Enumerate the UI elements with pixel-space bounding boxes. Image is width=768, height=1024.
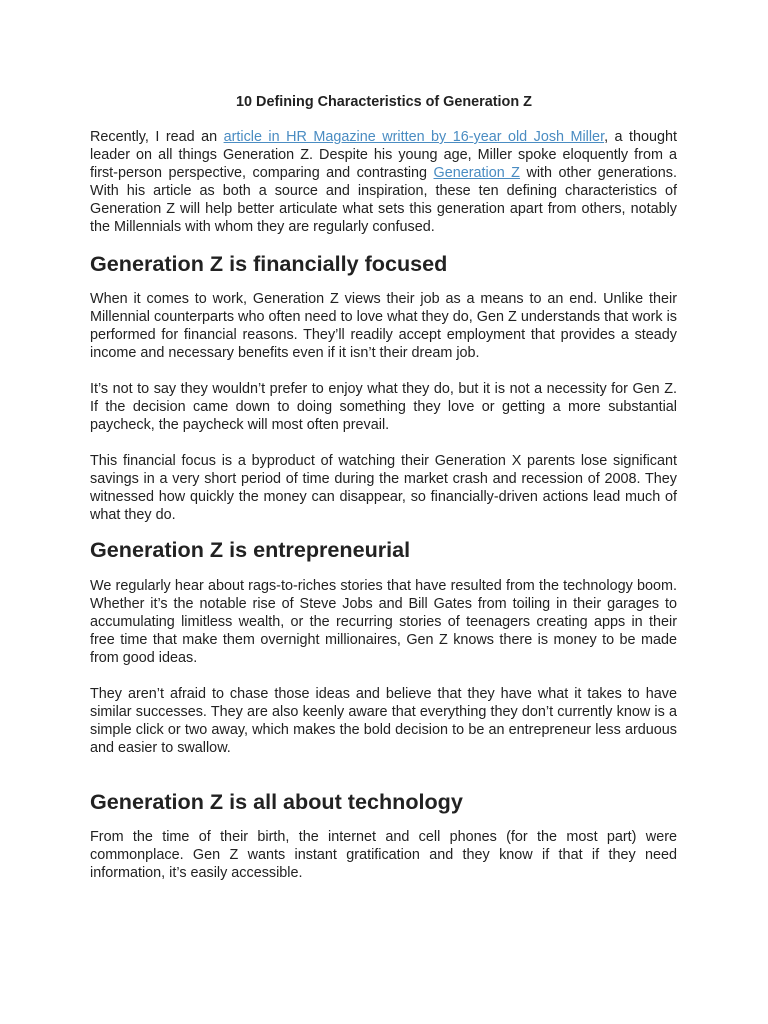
document-title: 10 Defining Characteristics of Generation Z [236, 94, 532, 110]
paragraph-financial-2: It’s not to say they wouldn’t prefer to enjoy what they do, but it is not a necessity for Gen Z. If the decision came down to doing something they love or getting a more substantial paycheck, the paycheck will most often prevail. [90, 381, 677, 433]
generation-z-link[interactable]: Generation Z [433, 165, 520, 181]
paragraph-entrepreneurial-2: They aren’t afraid to chase those ideas and believe that they have what it takes to have similar successes. They are also keenly aware that everything they don’t currently know is a simple click or two away, which makes the bold decision to be an entrepreneur less arduous and easier to swallow. [90, 686, 677, 756]
paragraph-financial-3: This financial focus is a byproduct of watching their Generation X parents lose significant savings in a very short period of time during the market crash and recession of 2008. They witnessed how quickly the money can disappear, so financially-driven actions lead much of what they do. [90, 453, 677, 523]
paragraph-entrepreneurial-1: We regularly hear about rags-to-riches stories that have resulted from the technology boom. Whether it’s the notable rise of Steve Jobs and Bill Gates from toiling in their garages to accumulating limitless wealth, or the recurring stories of teenagers creating apps in their free time that make them overnight millionaires, Gen Z knows there is money to be made from good ideas. [90, 578, 677, 666]
section-heading-entrepreneurial: Generation Z is entrepreneurial [90, 537, 411, 562]
intro-text-start: Recently, I read an [90, 129, 224, 145]
intro-text-middle: , a thought leader on all things Generation Z. Despite his young age, Miller spoke eloquently from a first-person perspective, comparing and contrasting [90, 129, 678, 181]
paragraph-technology-1: From the time of their birth, the internet and cell phones (for the most part) were commonplace. Gen Z wants instant gratification and they know if that if they need information, it’s easily accessible. [90, 829, 677, 881]
section-heading-financially-focused: Generation Z is financially focused [90, 251, 448, 276]
section-heading-technology: Generation Z is all about technology [90, 789, 463, 814]
hr-magazine-article-link[interactable]: article in HR Magazine written by 16-year old Josh Miller [223, 129, 605, 145]
paragraph-financial-1: When it comes to work, Generation Z views their job as a means to an end. Unlike their Millennial counterparts who often need to love what they do, Gen Z understands that work is performed for financial reasons. They’ll readily accept employment that provides a steady income and necessary benefits even if it isn’t their dream job. [90, 291, 677, 361]
intro-text-end: with other generations. With his article as both a source and inspiration, these ten defining characteristics of Generation Z will help better articulate what sets this generation apart from others, notably the Millennials with whom they are regularly confused. [90, 165, 677, 235]
intro-paragraph [90, 128, 677, 236]
